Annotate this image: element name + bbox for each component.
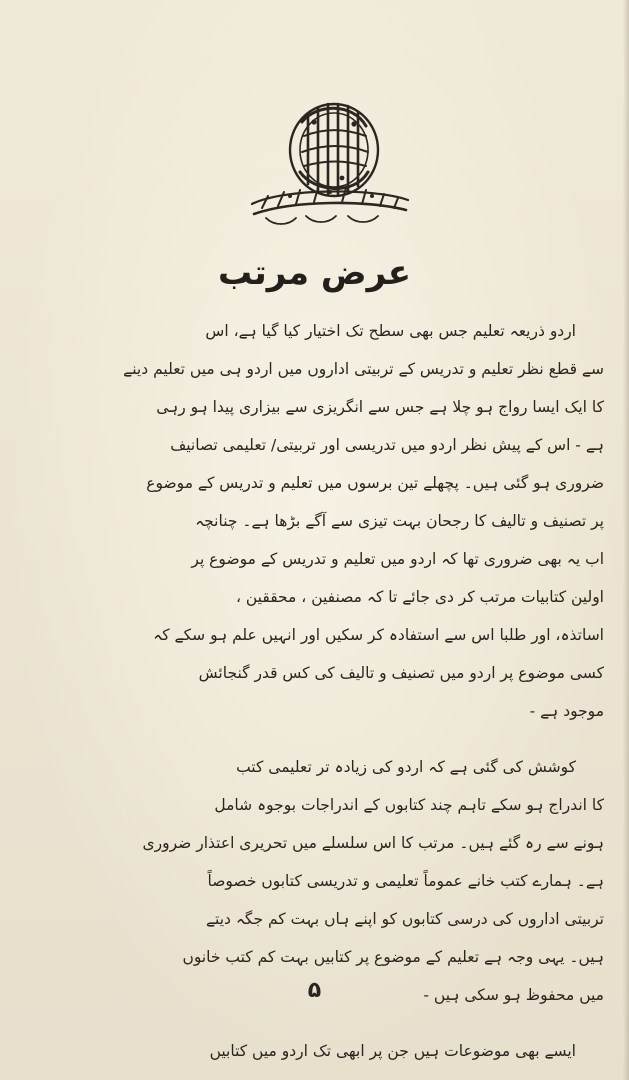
paragraph-gap [44, 730, 604, 748]
text-line: موجود ہے - [529, 702, 604, 720]
text-line: اردو ذریعہ تعلیم جس بھی سطح تک اختیار کیا گیا ہے، اس [205, 322, 576, 340]
text-line: پر تصنیف و تالیف کا رجحان بہت تیزی سے آگے بڑھا ہے۔ چنانچہ [195, 512, 604, 530]
page-edge-shadow [623, 0, 629, 1080]
text-line: ہونے سے رہ گئے ہیں۔ مرتب کا اس سلسلے میں تحریری اعتذار ضروری [142, 834, 604, 852]
text-line: سے قطع نظر تعلیم و تدریس کے تربیتی اداروں میں اردو ہی میں تعلیم دینے [123, 360, 604, 378]
text-line: ہے - اس کے پیش نظر اردو میں تدریسی اور تربیتی/ تعلیمی تصانیف [170, 436, 604, 454]
text-line: اب یہ بھی ضروری تھا کہ اردو میں تعلیم و تدریس کے موضوع پر [191, 550, 604, 568]
text-line: اولین کتابیات مرتب کر دی جائے تا کہ مصنفین ، محققین ، [235, 588, 604, 606]
paragraph-gap [44, 1014, 604, 1032]
text-line: ضروری ہو گئی ہیں۔ پچھلے تین برسوں میں تعلیم و تدریس کے موضوع [146, 474, 604, 492]
text-line: کا ایک ایسا رواج ہو چلا ہے جس سے انگریزی سے بیزاری پیدا ہو رہی [156, 398, 604, 416]
text-line: میں محفوظ ہو سکی ہیں - [423, 986, 604, 1004]
text-line: کوشش کی گئی ہے کہ اردو کی زیادہ تر تعلیمی کتب [236, 758, 576, 776]
text-line: کا اندراج ہو سکے تاہم چند کتابوں کے اندراجات بوجوہ شامل [214, 796, 604, 814]
paragraph-2 [44, 748, 604, 1014]
paragraph-1 [44, 312, 604, 730]
paragraph-3 [44, 1032, 604, 1070]
text-line: اساتذہ، اور طلبا اس سے استفادہ کر سکیں اور انہیں علم ہو سکے کہ [153, 626, 604, 644]
page-heading: عرض مرتب [218, 253, 411, 293]
body-text [44, 312, 604, 1070]
bismillah-calligraphy-emblem [244, 92, 414, 240]
text-line: ہیں۔ یہی وجہ ہے تعلیم کے موضوع پر کتابیں بہت کم کتب خانوں [182, 948, 604, 966]
text-line: ایسے بھی موضوعات ہیں جن پر ابھی تک اردو میں کتابیں [209, 1042, 576, 1060]
page-number: ۵ [307, 978, 322, 1003]
text-line: کسی موضوع پر اردو میں تصنیف و تالیف کی کس قدر گنجائش [198, 664, 604, 682]
text-line: تربیتی اداروں کی درسی کتابوں کو اپنے ہاں بہت کم جگہ دیتے [205, 910, 604, 928]
text-line: ہے۔ ہمارے کتب خانے عموماً تعلیمی و تدریسی کتابوں خصوصاً [207, 872, 604, 890]
